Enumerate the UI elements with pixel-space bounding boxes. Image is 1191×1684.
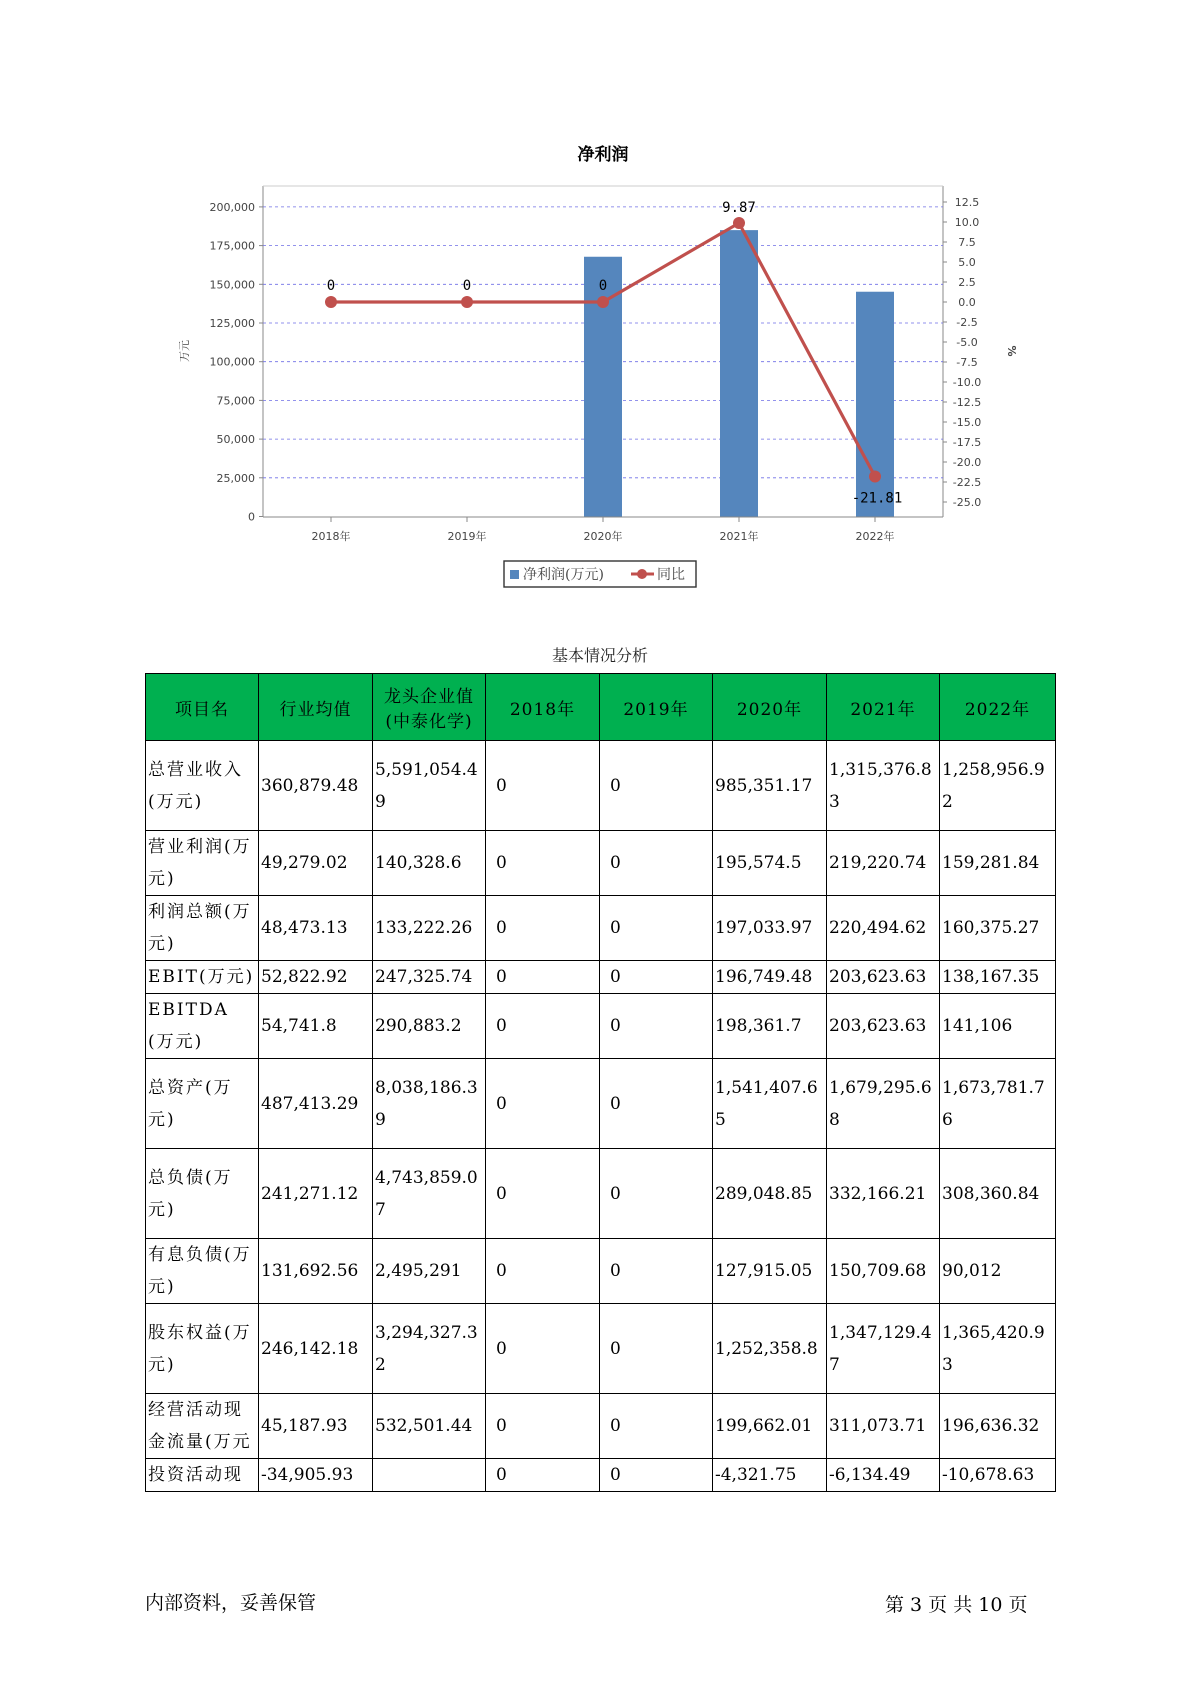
row-label: 营业利润(万元) bbox=[146, 831, 259, 896]
table-cell: 1,258,956.92 bbox=[940, 741, 1056, 831]
row-label: 总资产(万元) bbox=[146, 1059, 259, 1149]
row-label: 利润总额(万元) bbox=[146, 896, 259, 961]
table-cell: 195,574.5 bbox=[713, 831, 827, 896]
table-row bbox=[146, 1394, 1056, 1459]
table-cell: 0 bbox=[486, 1059, 600, 1149]
table-header-cell: 项目名 bbox=[146, 674, 259, 741]
table-cell: 196,636.32 bbox=[940, 1394, 1056, 1459]
x-tick-label: 2019年 bbox=[447, 530, 487, 543]
legend-label-net-profit: 净利润(万元) bbox=[523, 567, 604, 583]
table-cell: 241,271.12 bbox=[259, 1149, 373, 1239]
table-header-cell: 2018年 bbox=[486, 674, 600, 741]
table-cell: 1,252,358.8 bbox=[713, 1304, 827, 1394]
table-cell: 0 bbox=[486, 961, 600, 994]
left-tick-label: 75,000 bbox=[216, 394, 255, 408]
basic-analysis-table bbox=[145, 673, 1056, 1492]
table-cell: 532,501.44 bbox=[373, 1394, 486, 1459]
left-tick-label: 100,000 bbox=[209, 355, 255, 369]
table-cell: 1,315,376.83 bbox=[827, 741, 940, 831]
yoy-data-label: 0 bbox=[326, 278, 336, 294]
row-label: EBIT(万元) bbox=[146, 961, 259, 994]
left-axis-label: 万元 bbox=[178, 340, 191, 362]
right-tick-label: 12.5 bbox=[954, 196, 980, 209]
table-row bbox=[146, 896, 1056, 961]
table-cell: 160,375.27 bbox=[940, 896, 1056, 961]
table-cell: 219,220.74 bbox=[827, 831, 940, 896]
table-cell: 4,743,859.07 bbox=[373, 1149, 486, 1239]
x-tick-label: 2022年 bbox=[855, 530, 895, 543]
left-tick-label: 0 bbox=[248, 510, 255, 524]
table-header-cell: 2022年 bbox=[940, 674, 1056, 741]
table-cell: 0 bbox=[486, 1304, 600, 1394]
table-cell: -4,321.75 bbox=[713, 1459, 827, 1492]
table-cell: 290,883.2 bbox=[373, 994, 486, 1059]
table-row bbox=[146, 1239, 1056, 1304]
table-cell: 308,360.84 bbox=[940, 1149, 1056, 1239]
table-cell: 1,365,420.93 bbox=[940, 1304, 1056, 1394]
table-cell: 0 bbox=[600, 994, 713, 1059]
table-row bbox=[146, 961, 1056, 994]
table-cell: 52,822.92 bbox=[259, 961, 373, 994]
table-row bbox=[146, 1459, 1056, 1492]
row-label: 经营活动现金流量(万元 bbox=[146, 1394, 259, 1459]
x-tick-label: 2021年 bbox=[719, 530, 759, 543]
table-cell: 2,495,291 bbox=[373, 1239, 486, 1304]
right-tick-label: -5.0 bbox=[956, 336, 978, 349]
table-cell: 141,106 bbox=[940, 994, 1056, 1059]
legend-label-yoy: 同比 bbox=[657, 567, 685, 583]
left-tick-label: 200,000 bbox=[209, 200, 255, 214]
table-cell: 0 bbox=[486, 994, 600, 1059]
yoy-data-label: 9.87 bbox=[722, 200, 756, 217]
table-row bbox=[146, 1304, 1056, 1394]
table-header-cell: 龙头企业值(中泰化学) bbox=[373, 674, 486, 741]
table-cell: -10,678.63 bbox=[940, 1459, 1056, 1492]
table-cell: 3,294,327.32 bbox=[373, 1304, 486, 1394]
table-cell: 203,623.63 bbox=[827, 961, 940, 994]
table-cell: 0 bbox=[486, 831, 600, 896]
right-tick-label: -10.0 bbox=[952, 376, 982, 389]
row-label: EBITDA(万元) bbox=[146, 994, 259, 1059]
net-profit-chart bbox=[0, 0, 1191, 600]
table-cell: 49,279.02 bbox=[259, 831, 373, 896]
table-cell: 133,222.26 bbox=[373, 896, 486, 961]
table-header-cell: 2019年 bbox=[600, 674, 713, 741]
table-header-cell: 行业均值 bbox=[259, 674, 373, 741]
table-cell: 5,591,054.49 bbox=[373, 741, 486, 831]
table-cell: 45,187.93 bbox=[259, 1394, 373, 1459]
table-cell: 0 bbox=[486, 1394, 600, 1459]
table-cell: 247,325.74 bbox=[373, 961, 486, 994]
footer-confidential-note: 内部资料，妥善保管 bbox=[145, 1592, 317, 1614]
table-cell: 985,351.17 bbox=[713, 741, 827, 831]
left-tick-label: 175,000 bbox=[209, 239, 255, 253]
legend-swatch-point bbox=[637, 569, 647, 579]
yoy-data-label: 0 bbox=[598, 278, 608, 294]
legend-swatch-bar bbox=[510, 570, 519, 579]
table-cell: 197,033.97 bbox=[713, 896, 827, 961]
right-tick-label: -15.0 bbox=[952, 416, 982, 429]
yoy-point bbox=[461, 296, 473, 308]
table-cell: 1,673,781.76 bbox=[940, 1059, 1056, 1149]
table-row bbox=[146, 994, 1056, 1059]
right-tick-label: -2.5 bbox=[956, 316, 978, 329]
footer-page-number: 第 3 页 共 10 页 bbox=[885, 1594, 1028, 1616]
right-tick-label: 5.0 bbox=[958, 256, 976, 269]
x-tick-label: 2018年 bbox=[311, 530, 351, 543]
table-cell: 0 bbox=[486, 741, 600, 831]
table-cell: 289,048.85 bbox=[713, 1149, 827, 1239]
table-cell: 0 bbox=[600, 741, 713, 831]
table-cell: 131,692.56 bbox=[259, 1239, 373, 1304]
yoy-point bbox=[325, 296, 337, 308]
table-header-cell: 2021年 bbox=[827, 674, 940, 741]
table-row bbox=[146, 1149, 1056, 1239]
row-label: 总营业收入(万元) bbox=[146, 741, 259, 831]
left-tick-label: 150,000 bbox=[209, 278, 255, 292]
right-axis-label: % bbox=[1005, 345, 1018, 357]
right-tick-label: -17.5 bbox=[952, 436, 982, 449]
yoy-point bbox=[597, 296, 609, 308]
right-tick-label: 0.0 bbox=[958, 296, 976, 309]
table-cell: 140,328.6 bbox=[373, 831, 486, 896]
table-cell: 150,709.68 bbox=[827, 1239, 940, 1304]
table-cell: 0 bbox=[600, 896, 713, 961]
table-cell: 0 bbox=[600, 831, 713, 896]
table-cell: -6,134.49 bbox=[827, 1459, 940, 1492]
table-cell: 1,541,407.65 bbox=[713, 1059, 827, 1149]
right-tick-label: -7.5 bbox=[956, 356, 978, 369]
yoy-point bbox=[733, 217, 745, 229]
table-cell: 138,167.35 bbox=[940, 961, 1056, 994]
table-header-cell: 2020年 bbox=[713, 674, 827, 741]
table-cell: 246,142.18 bbox=[259, 1304, 373, 1394]
table-cell: 159,281.84 bbox=[940, 831, 1056, 896]
net-profit-bar bbox=[856, 292, 894, 517]
table-header-row bbox=[146, 674, 1056, 741]
row-label: 投资活动现 bbox=[146, 1459, 259, 1492]
table-cell: 220,494.62 bbox=[827, 896, 940, 961]
left-tick-label: 50,000 bbox=[216, 433, 255, 447]
right-tick-label: 10.0 bbox=[954, 216, 980, 229]
left-tick-label: 125,000 bbox=[209, 317, 255, 330]
chart-title: 净利润 bbox=[577, 145, 629, 165]
table-cell: 0 bbox=[486, 1459, 600, 1492]
table-cell: 0 bbox=[486, 896, 600, 961]
table-cell: 487,413.29 bbox=[259, 1059, 373, 1149]
table-cell: 0 bbox=[600, 1149, 713, 1239]
left-tick-label: 25,000 bbox=[216, 471, 255, 485]
row-label: 股东权益(万元) bbox=[146, 1304, 259, 1394]
right-tick-label: 2.5 bbox=[958, 276, 976, 289]
table-cell: 0 bbox=[600, 961, 713, 994]
table-cell: 48,473.13 bbox=[259, 896, 373, 961]
table-cell: 199,662.01 bbox=[713, 1394, 827, 1459]
row-label: 有息负债(万元) bbox=[146, 1239, 259, 1304]
table-cell: 0 bbox=[600, 1059, 713, 1149]
right-tick-label: 7.5 bbox=[958, 236, 976, 249]
table-cell bbox=[373, 1459, 486, 1492]
table-cell: 0 bbox=[600, 1304, 713, 1394]
table-caption: 基本情况分析 bbox=[551, 646, 648, 665]
right-tick-label: -22.5 bbox=[952, 476, 982, 489]
table-cell: 54,741.8 bbox=[259, 994, 373, 1059]
table-cell: -34,905.93 bbox=[259, 1459, 373, 1492]
table-row bbox=[146, 1059, 1056, 1149]
table-cell: 0 bbox=[600, 1239, 713, 1304]
table-cell: 1,679,295.68 bbox=[827, 1059, 940, 1149]
table-cell: 360,879.48 bbox=[259, 741, 373, 831]
right-tick-label: -25.0 bbox=[952, 496, 982, 509]
table-cell: 127,915.05 bbox=[713, 1239, 827, 1304]
table-cell: 203,623.63 bbox=[827, 994, 940, 1059]
table-row bbox=[146, 741, 1056, 831]
table-cell: 332,166.21 bbox=[827, 1149, 940, 1239]
table-cell: 0 bbox=[600, 1394, 713, 1459]
table-cell: 0 bbox=[486, 1239, 600, 1304]
table-cell: 8,038,186.39 bbox=[373, 1059, 486, 1149]
table-cell: 90,012 bbox=[940, 1239, 1056, 1304]
table-row bbox=[146, 831, 1056, 896]
net-profit-bar bbox=[720, 230, 758, 516]
yoy-point bbox=[869, 470, 881, 482]
table-cell: 196,749.48 bbox=[713, 961, 827, 994]
table-cell: 311,073.71 bbox=[827, 1394, 940, 1459]
table-cell: 0 bbox=[600, 1459, 713, 1492]
table-cell: 0 bbox=[486, 1149, 600, 1239]
row-label: 总负债(万元) bbox=[146, 1149, 259, 1239]
yoy-data-label: 0 bbox=[462, 278, 472, 294]
right-tick-label: -12.5 bbox=[952, 396, 982, 409]
table-cell: 1,347,129.47 bbox=[827, 1304, 940, 1394]
yoy-data-label: -21.81 bbox=[851, 490, 903, 507]
right-tick-label: -20.0 bbox=[952, 456, 982, 469]
table-cell: 198,361.7 bbox=[713, 994, 827, 1059]
chart-svg bbox=[0, 0, 1191, 600]
table-body bbox=[146, 741, 1056, 1492]
x-tick-label: 2020年 bbox=[583, 530, 623, 543]
